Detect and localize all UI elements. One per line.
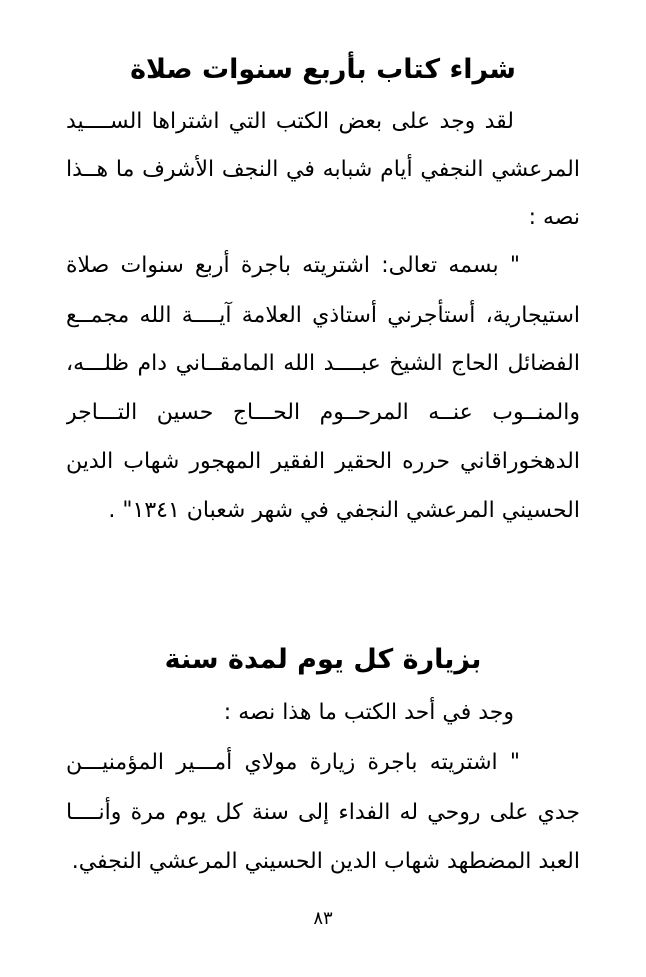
section-title-buying-book: شراء كتاب بأربع سنوات صلاة [130,54,516,85]
page-number: ٨٣ [313,908,333,929]
paragraph-line: وجد في أحد الكتب ما هذا نصه : [223,700,514,725]
paragraph-line: نصه : [528,205,580,230]
paragraph-line: الدهخوراقاني حرره الحقير الفقير المهجور شهاب الدين [66,449,580,474]
section-title-daily-ziyarat: بزيارة كل يوم لمدة سنة [164,644,482,675]
paragraph-line: جدي على روحي له الفداء إلى سنة كل يوم مرة وأنــــا [66,800,580,825]
paragraph-line: المرعشي النجفي أيام شبابه في النجف الأشرف ما هــذا [66,157,580,182]
paragraph-line: والمنــوب عنــه المرحــوم الحـــاج حسين التـــاجر [66,400,580,425]
paragraph-line: لقد وجد على بعض الكتب التي اشتراها الســــيد [66,109,514,134]
paragraph-line: " اشتريته باجرة زيارة مولاي أمـــير المؤمنيـــن [66,750,520,775]
paragraph-line: الفضائل الحاج الشيخ عبــــد الله المامقــاني دام ظلـــه، [66,351,580,376]
paragraph-line: استيجارية، أستأجرني أستاذي العلامة آيــــة الله مجمــع [66,303,580,328]
paragraph-line: " بسمه تعالى: اشتريته باجرة أربع سنوات صلاة [66,253,520,278]
paragraph-line: العبد المضطهد شهاب الدين الحسيني المرعشي النجفي. [71,849,580,874]
paragraph-line: الحسيني المرعشي النجفي في شهر شعبان ١٣٤١" . [108,498,580,523]
